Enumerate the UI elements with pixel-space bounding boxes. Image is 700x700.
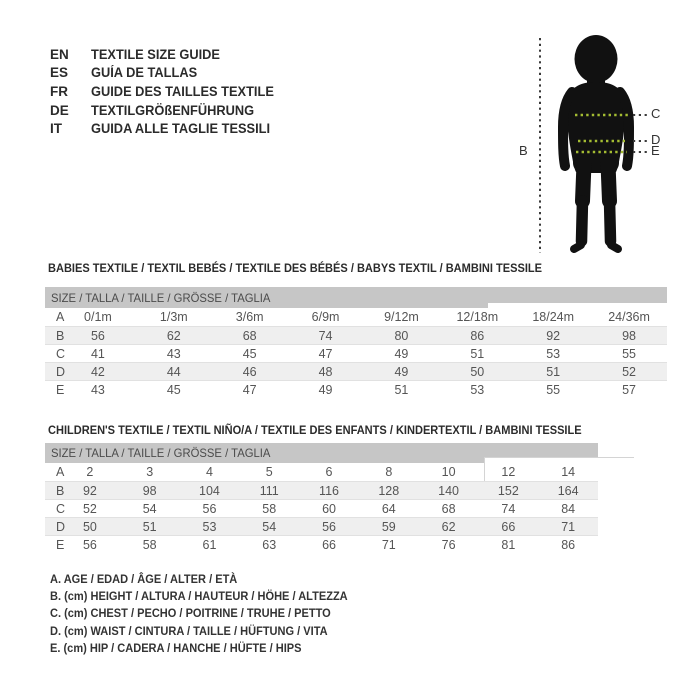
measurement-legend [50, 570, 374, 656]
row-label: D [56, 364, 66, 379]
size-value-cell: 45 [242, 346, 257, 361]
size-value-cell: 86 [470, 328, 485, 343]
size-value-cell: 47 [318, 346, 333, 361]
children-section-title: CHILDREN'S TEXTILE / TEXTIL NIÑO/A / TEXTILE DES ENFANTS / KINDERTEXTIL / BAMBINI TESSILE [48, 423, 582, 437]
size-value-cell: 9/12m [384, 310, 419, 324]
figure-label-chest: C [651, 106, 661, 121]
size-value-cell: 50 [82, 519, 97, 534]
table-row [45, 463, 598, 481]
size-value-cell: 66 [322, 537, 336, 552]
size-value-cell: 45 [166, 382, 181, 397]
size-value-cell: 56 [82, 537, 97, 552]
table-row [45, 308, 667, 326]
babies-size-table [45, 287, 667, 398]
size-value-cell: 164 [557, 483, 579, 498]
size-value-cell: 18/24m [532, 310, 575, 324]
language-row [50, 101, 284, 120]
size-value-cell: 49 [394, 364, 409, 379]
legend-text: B. (cm) HEIGHT / ALTURA / HAUTEUR / HÖHE / ALTEZZA [50, 588, 348, 603]
language-row [50, 119, 284, 138]
size-header-label: SIZE / TALLA / TAILLE / GRÖSSE / TAGLIA [51, 446, 271, 460]
legend-row [50, 639, 374, 656]
size-value-cell: 3/6m [235, 310, 264, 324]
size-value-cell: 60 [322, 501, 336, 516]
size-value-cell: 12 [501, 465, 516, 479]
size-value-cell: 52 [622, 364, 637, 379]
size-value-cell: 76 [441, 537, 456, 552]
size-value-cell: 58 [142, 537, 157, 552]
size-value-cell: 41 [90, 346, 105, 361]
row-label: A [56, 310, 65, 324]
legend-row [50, 570, 374, 587]
table-row [45, 344, 667, 362]
size-value-cell: 86 [561, 537, 576, 552]
table-row [45, 535, 598, 553]
row-label: A [56, 465, 65, 479]
size-value-cell: 48 [318, 364, 333, 379]
size-value-cell: 92 [546, 328, 561, 343]
table-row [45, 499, 598, 517]
size-value-cell: 55 [622, 346, 637, 361]
size-value-cell: 53 [470, 382, 485, 397]
language-title: TEXTILGRÖßENFÜHRUNG [91, 102, 255, 118]
size-value-cell: 14 [561, 465, 576, 479]
language-title-block [50, 45, 284, 138]
table-row [45, 380, 667, 398]
legend-text: C. (cm) CHEST / PECHO / POITRINE / TRUHE / PETTO [50, 606, 331, 621]
size-value-cell: 55 [546, 382, 561, 397]
size-value-cell: 68 [441, 501, 456, 516]
size-value-cell: 61 [202, 537, 217, 552]
size-value-cell: 64 [381, 501, 396, 516]
size-value-cell: 57 [622, 382, 637, 397]
language-title: GUÍA DE TALLAS [91, 65, 198, 81]
size-value-cell: 24/36m [608, 310, 650, 324]
size-value-cell: 56 [322, 519, 336, 534]
size-value-cell: 71 [381, 537, 396, 552]
language-code: DE [50, 102, 69, 118]
legend-row [50, 587, 374, 604]
size-value-cell: 12/18m [456, 310, 499, 324]
language-row [50, 45, 284, 64]
size-value-cell: 2 [86, 465, 94, 479]
legend-text: E. (cm) HIP / CADERA / HANCHE / HÜFTE / HIPS [50, 640, 302, 655]
size-value-cell: 59 [381, 519, 396, 534]
row-label: E [56, 382, 65, 397]
size-value-cell: 140 [438, 483, 459, 498]
size-value-cell: 74 [501, 501, 516, 516]
table-row [45, 326, 667, 344]
size-value-cell: 152 [497, 483, 519, 498]
row-label: C [56, 501, 66, 516]
size-value-cell: 92 [82, 483, 97, 498]
legend-row [50, 622, 374, 639]
size-value-cell: 71 [561, 519, 576, 534]
size-value-cell: 51 [470, 346, 485, 361]
size-value-cell: 51 [142, 519, 157, 534]
language-row [50, 82, 284, 101]
size-value-cell: 128 [378, 483, 400, 498]
size-value-cell: 53 [546, 346, 561, 361]
legend-text: D. (cm) WAIST / CINTURA / TAILLE / HÜFTUNG / VITA [50, 623, 328, 638]
size-value-cell: 66 [501, 519, 516, 534]
size-value-cell: 6 [325, 465, 333, 479]
size-value-cell: 50 [470, 364, 485, 379]
size-value-cell: 5 [265, 465, 273, 479]
size-value-cell: 104 [199, 483, 220, 498]
size-value-cell: 62 [441, 519, 456, 534]
size-value-cell: 84 [561, 501, 576, 516]
size-value-cell: 52 [82, 501, 97, 516]
row-label: B [56, 328, 65, 343]
size-value-cell: 62 [166, 328, 181, 343]
size-value-cell: 1/3m [159, 310, 188, 324]
size-value-cell: 58 [262, 501, 277, 516]
size-value-cell: 43 [166, 346, 181, 361]
row-label: C [56, 346, 66, 361]
size-value-cell: 80 [394, 328, 409, 343]
size-value-cell: 49 [394, 346, 409, 361]
size-value-cell: 47 [242, 382, 257, 397]
babies-section-title: BABIES TEXTILE / TEXTIL BEBÉS / TEXTILE DES BÉBÉS / BABYS TEXTIL / BAMBINI TESSILE [48, 261, 543, 275]
size-value-cell: 98 [622, 328, 637, 343]
size-header-label: SIZE / TALLA / TAILLE / GRÖSSE / TAGLIA [51, 290, 271, 305]
size-value-cell: 56 [90, 328, 105, 343]
language-title: GUIDA ALLE TAGLIE TESSILI [91, 121, 271, 137]
size-value-cell: 8 [385, 465, 393, 479]
language-row [50, 64, 284, 83]
row-label: E [56, 537, 65, 552]
table-row [45, 517, 598, 535]
size-value-cell: 10 [441, 465, 456, 479]
size-value-cell: 3 [146, 465, 154, 479]
language-title: TEXTILE SIZE GUIDE [91, 46, 220, 62]
language-code: FR [50, 83, 68, 99]
legend-text: A. AGE / EDAD / ÂGE / ALTER / ETÀ [50, 571, 238, 586]
size-value-cell: 0/1m [84, 310, 112, 324]
figure-label-hip: E [651, 143, 660, 158]
size-value-cell: 42 [90, 364, 105, 379]
size-value-cell: 54 [262, 519, 277, 534]
row-label: D [56, 519, 66, 534]
size-value-cell: 98 [142, 483, 157, 498]
legend-row [50, 605, 374, 622]
size-value-cell: 54 [142, 501, 157, 516]
size-value-cell: 51 [546, 364, 561, 379]
size-value-cell: 53 [202, 519, 217, 534]
language-code: IT [50, 121, 62, 137]
size-value-cell: 116 [319, 483, 339, 498]
language-code: EN [50, 46, 69, 62]
size-value-cell: 68 [242, 328, 257, 343]
figure-label-waist: D [651, 132, 661, 147]
size-value-cell: 43 [90, 382, 105, 397]
size-value-cell: 63 [262, 537, 277, 552]
language-code: ES [50, 65, 69, 81]
table-row [45, 481, 598, 499]
measurement-figure [495, 25, 675, 265]
size-value-cell: 46 [242, 364, 257, 379]
row-label: B [56, 483, 65, 498]
figure-label-height: B [519, 143, 528, 158]
language-title: GUIDE DES TAILLES TEXTILE [91, 83, 274, 99]
size-value-cell: 74 [318, 328, 333, 343]
size-value-cell: 51 [394, 382, 409, 397]
size-value-cell: 56 [202, 501, 217, 516]
size-value-cell: 44 [166, 364, 181, 379]
children-size-table [45, 443, 598, 553]
size-value-cell: 81 [501, 537, 516, 552]
size-value-cell: 6/9m [311, 310, 340, 324]
table-row [45, 362, 667, 380]
size-value-cell: 4 [205, 465, 213, 479]
size-value-cell: 111 [259, 483, 279, 498]
size-value-cell: 49 [318, 382, 333, 397]
